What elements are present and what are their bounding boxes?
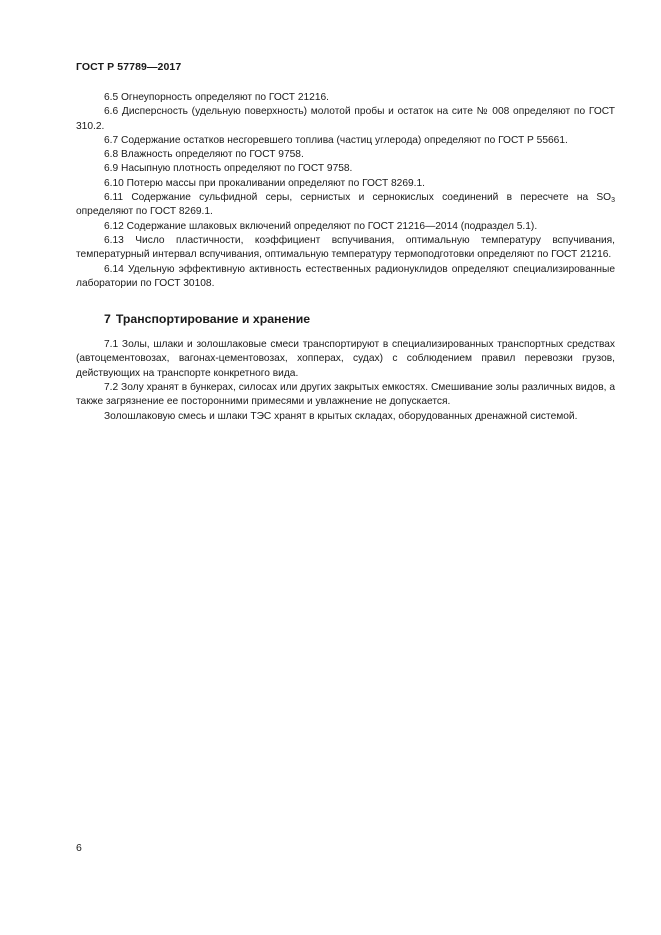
section-7-heading bbox=[104, 312, 615, 326]
paragraph-6-5: 6.5 Огнеупорность определяют по ГОСТ 21216. bbox=[104, 92, 329, 103]
paragraph-6-11-text: 6.11 Содержание сульфидной серы, сернистых и сернокислых соединений в пересчете на SO bbox=[104, 192, 612, 204]
paragraph-6-8: 6.8 Влажность определяют по ГОСТ 9758. bbox=[104, 149, 304, 161]
section-7-number: 7 bbox=[104, 312, 111, 327]
paragraph-6-12: 6.12 Содержание шлаковых включений определяют по ГОСТ 21216—2014 (подраздел 5.1). bbox=[104, 220, 538, 232]
paragraph-7-1: 7.1 Золы, шлаки и золошлаковые смеси транспортируют в специализированных транспортных средствах (автоцементовозах, вагонах-цементовозах, хопперах, судах) с соблюдением правил перевозки грузов, действующих на транспорте конкретного вида. bbox=[76, 339, 615, 379]
paragraph-6-14: 6.14 Удельную эффективную активность естественных радионуклидов определяют специализированные лаборатории по ГОСТ 30108. bbox=[76, 263, 615, 289]
paragraph-6-11-tail: определяют по ГОСТ 8269.1. bbox=[76, 206, 213, 218]
paragraph-6-9: 6.9 Насыпную плотность определяют по ГОСТ 9758. bbox=[104, 163, 353, 175]
page-number: 6 bbox=[76, 842, 82, 854]
paragraph-6-11 bbox=[76, 191, 615, 220]
document-header: ГОСТ Р 57789—2017 bbox=[76, 61, 182, 73]
document-body bbox=[76, 91, 615, 424]
paragraph-7-2: 7.2 Золу хранят в бункерах, силосах или других закрытых емкостях. Смешивание золы различных видов, а также загрязнение ее посторонними примесями и увлажнение не допускается. bbox=[76, 382, 615, 408]
paragraph-7-2-cont: Золошлаковую смесь и шлаки ТЭС хранят в крытых складах, оборудованных дренажной системой. bbox=[104, 410, 578, 422]
subscript-3: 3 bbox=[611, 197, 615, 205]
paragraph-6-13: 6.13 Число пластичности, коэффициент вспучивания, оптимальную температуру вспучивания, температурный интервал вспучивания, оптимальную температуру термоподготовки определяют по ГОСТ 21216. bbox=[76, 234, 615, 261]
paragraph-6-7: 6.7 Содержание остатков несгоревшего топлива (частиц углерода) определяют по ГОСТ Р 55661. bbox=[104, 134, 568, 146]
section-7-title: Транспортирование и хранение bbox=[115, 312, 311, 327]
paragraph-6-6: 6.6 Дисперсность (удельную поверхность) молотой пробы и остаток на сите № 008 определяют по ГОСТ 310.2. bbox=[76, 106, 615, 132]
paragraph-6-10: 6.10 Потерю массы при прокаливании определяют по ГОСТ 8269.1. bbox=[104, 177, 425, 189]
